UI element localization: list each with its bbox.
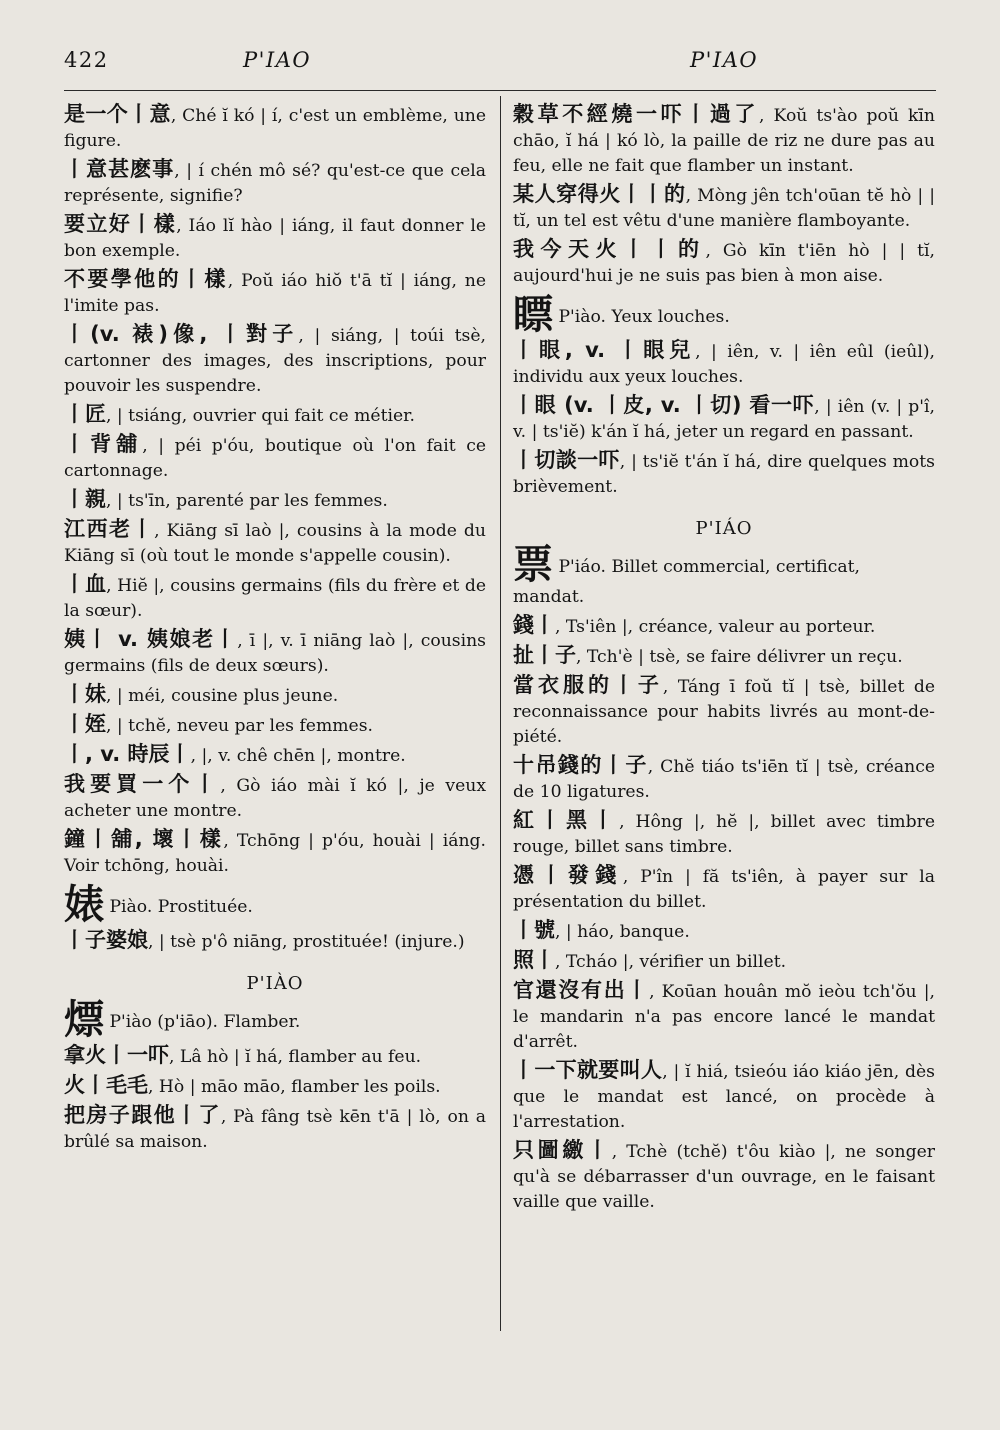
chinese-phrase: 丨子婆娘 [64, 928, 148, 952]
entry-definition: , Iáo lĭ hào | iáng, il faut donner le bon exemple. [64, 216, 486, 261]
section-heading: P'IÁO [695, 518, 753, 539]
page-number: 422 [64, 48, 109, 72]
headword-entry [64, 882, 486, 928]
entry-definition: , | péi p'óu, boutique où l'on fait ce cartonnage. [64, 436, 486, 481]
header-rule [64, 90, 936, 91]
dictionary-entry [513, 673, 935, 750]
entry-definition: , | iên, v. | iên eûl (ieûl), individu aux yeux louches. [513, 342, 935, 387]
entry-definition: , Koŭ ts'ào poŭ kīn chāo, ĭ há | kó lò, la paille de riz ne dure pas au feu, elle ne fait que flamber un instant. [513, 106, 936, 176]
entry-definition: P'iáo. Billet commercial, certificat, mandat. [513, 557, 861, 607]
chinese-phrase: 照丨 [513, 948, 555, 972]
dictionary-entry [64, 517, 486, 569]
entry-definition: , Hông |, hĕ |, billet avec timbre rouge, billet sans timbre. [513, 812, 935, 857]
entry-definition: , ī |, v. ī niāng laò |, cousins germains (fils de deux sœurs). [64, 631, 486, 676]
dictionary-entry [513, 182, 935, 234]
chinese-phrase: 丨一下就要叫人 [513, 1058, 663, 1082]
entry-definition: , | iên (v. | p'î, v. | ts'iĕ) k'án ĭ há, jeter un regard en passant. [513, 397, 935, 442]
chinese-phrase: 江西老丨 [64, 517, 155, 541]
chinese-phrase: 只圖繳丨 [513, 1138, 612, 1162]
dictionary-entry [513, 918, 935, 945]
dictionary-entry [64, 1103, 486, 1155]
entry-definition: , Mòng jên tch'oūan tĕ hò | | tĭ, un tel est vêtu d'une manière flamboyante. [513, 186, 936, 231]
dictionary-entry [513, 808, 935, 860]
entry-definition: , Lâ hò | ĭ há, flamber au feu. [169, 1047, 422, 1067]
dictionary-entry [64, 572, 486, 624]
dictionary-entry [64, 1073, 486, 1100]
right-column [513, 102, 935, 1218]
chinese-phrase: 丨, v. 時辰丨 [64, 742, 191, 766]
chinese-phrase: 十吊錢的丨子 [513, 753, 648, 777]
entry-definition: , Poŭ iáo hiŏ t'ā tĭ | iáng, ne l'imite pas. [64, 271, 487, 316]
running-head-left: P'IAO [243, 48, 312, 72]
headword-character: 婊 [64, 882, 104, 928]
chinese-phrase: 官還沒有出丨 [513, 978, 650, 1002]
chinese-phrase: 丨妹 [64, 682, 106, 706]
chinese-phrase: 丨(v. 裱)像, 丨對子 [64, 322, 299, 346]
chinese-phrase: 丨意甚麽事 [64, 157, 175, 181]
dictionary-entry [513, 1058, 935, 1135]
entry-definition: , Hiĕ |, cousins germains (fils du frère et de la sœur). [64, 576, 486, 621]
dictionary-entry [64, 432, 486, 484]
entry-definition: , | tsè p'ô niāng, prostituée! (injure.) [148, 932, 465, 952]
entry-definition: , | siáng, | toúi tsè, cartonner des images, des inscriptions, pour pouvoir les suspendre. [64, 326, 486, 396]
dictionary-entry [513, 753, 935, 805]
dictionary-entry [64, 682, 486, 709]
entry-definition: , Tchōng | p'óu, houài | iáng. Voir tchōng, houài. [64, 831, 486, 876]
entry-definition: , Chĕ tiáo ts'iēn tĭ | tsè, créance de 10 ligatures. [513, 757, 935, 802]
dictionary-entry [64, 1043, 486, 1070]
chinese-phrase: 憑丨發錢 [513, 863, 623, 887]
dictionary-entry [64, 402, 486, 429]
dictionary-entry [513, 393, 935, 445]
dictionary-entry [513, 448, 935, 500]
entry-definition: , Pà fâng tsè kēn t'ā | lò, on a brûlé sa maison. [64, 1107, 486, 1152]
headword-entry [513, 542, 935, 610]
column-divider [500, 96, 501, 1331]
headword-entry [513, 292, 935, 338]
chinese-phrase: 扯丨子 [513, 643, 576, 667]
left-column [64, 102, 486, 1158]
entry-definition: P'iào. Yeux louches. [553, 307, 730, 327]
entry-definition: , Ché ĭ kó | í, c'est un emblème, une figure. [64, 106, 487, 151]
chinese-phrase: 丨眼 (v. 丨皮, v. 丨切) 看一吓 [513, 393, 815, 417]
entry-definition: , Gò kīn t'iēn hò | | tĭ, aujourd'hui je ne suis pas bien à mon aise. [513, 241, 935, 286]
chinese-phrase: 火丨毛毛 [64, 1073, 148, 1097]
dictionary-entry [64, 322, 486, 399]
entry-definition: , | méi, cousine plus jeune. [106, 686, 339, 706]
entry-definition: , | ts'īn, parenté par les femmes. [106, 491, 388, 511]
headword-character: 熛 [64, 997, 104, 1043]
section-heading: P'IÀO [246, 973, 304, 994]
entry-definition: , Tcháo |, vérifier un billet. [555, 952, 787, 972]
chinese-phrase: 丨姪 [64, 712, 106, 736]
entry-definition: P'iào (p'iāo). Flamber. [104, 1012, 301, 1032]
chinese-phrase: 丨匠 [64, 402, 106, 426]
chinese-phrase: 丨眼, v. 丨眼兒 [513, 338, 696, 362]
chinese-phrase: 丨切談一吓 [513, 448, 620, 472]
headword-character: 票 [513, 542, 553, 588]
entry-definition: , Ts'iên |, créance, valeur au porteur. [555, 617, 876, 637]
dictionary-entry [513, 338, 935, 390]
dictionary-entry [64, 928, 486, 955]
dictionary-entry [64, 212, 486, 264]
chinese-phrase: 丨號 [513, 918, 555, 942]
dictionary-entry [64, 827, 486, 879]
chinese-phrase: 丨背舖 [64, 432, 143, 456]
entry-definition: , | ts'iĕ t'án ĭ há, dire quelques mots brièvement. [513, 452, 935, 497]
dictionary-entry [513, 863, 935, 915]
chinese-phrase: 紅丨黑丨 [513, 808, 620, 832]
chinese-phrase: 當衣服的丨子 [513, 673, 663, 697]
entry-definition: , | tsiáng, ouvrier qui fait ce métier. [106, 406, 415, 426]
chinese-phrase: 某人穿得火丨丨的 [513, 182, 686, 206]
chinese-phrase: 我今天火丨丨的 [513, 237, 706, 261]
entry-definition: , | háo, banque. [555, 922, 690, 942]
dictionary-entry [513, 613, 935, 640]
chinese-phrase: 是一个丨意 [64, 102, 171, 126]
chinese-phrase: 不要學他的丨樣 [64, 267, 228, 291]
chinese-phrase: 錢丨 [513, 613, 555, 637]
entry-definition: , Tchè (tchĕ) t'ôu kiào |, ne songer qu'à se débarrasser d'un ouvrage, en le faisant vaille que vaille. [513, 1142, 935, 1212]
entry-definition: , Koūan houân mŏ ieòu tch'ŏu |, le mandarin n'a pas encore lancé le mandat d'arrêt. [513, 982, 936, 1052]
entry-definition: , Táng ī foŭ tĭ | tsè, billet de reconnaissance pour habits livrés au mont-de-piété. [513, 677, 936, 747]
dictionary-entry [513, 978, 935, 1055]
chinese-phrase: 穀草不經燒一吓丨過了 [513, 102, 760, 126]
entry-definition: , Tch'è | tsè, se faire délivrer un reçu. [576, 647, 903, 667]
entry-definition: Piào. Prostituée. [104, 897, 253, 917]
dictionary-entry [64, 772, 486, 824]
dictionary-entry [64, 712, 486, 739]
entry-definition: , |, v. chê chēn |, montre. [190, 746, 406, 766]
entry-definition: , | í chén mô sé? qu'est-ce que cela représente, signifie? [64, 161, 487, 206]
chinese-phrase: 拿火丨一吓 [64, 1043, 169, 1067]
dictionary-entry [513, 237, 935, 289]
dictionary-entry [64, 267, 486, 319]
dictionary-entry [513, 1138, 935, 1215]
dictionary-entry [64, 487, 486, 514]
entry-definition: , Hò | māo māo, flamber les poils. [148, 1077, 441, 1097]
chinese-phrase: 要立好丨樣 [64, 212, 177, 236]
dictionary-entry [64, 157, 486, 209]
running-head-right: P'IAO [690, 48, 759, 72]
dictionary-entry [64, 742, 486, 769]
entry-definition: , P'în | fă ts'iên, à payer sur la présentation du billet. [513, 867, 935, 912]
chinese-phrase: 鐘丨舖, 壞丨樣 [64, 827, 224, 851]
entry-definition: , Kiāng sī laò |, cousins à la mode du Kiāng sī (où tout le monde s'appelle cousin). [64, 521, 486, 566]
entry-definition: , Gò iáo mài ĭ kó |, je veux acheter une montre. [64, 776, 487, 821]
chinese-phrase: 丨血 [64, 572, 107, 596]
dictionary-entry [64, 102, 486, 154]
headword-entry [64, 997, 486, 1043]
chinese-phrase: 把房子跟他丨了 [64, 1103, 221, 1127]
dictionary-entry [513, 948, 935, 975]
dictionary-entry [513, 643, 935, 670]
chinese-phrase: 姨丨 v. 姨娘老丨 [64, 627, 238, 651]
chinese-phrase: 我要買一个丨 [64, 772, 221, 796]
headword-character: 瞟 [513, 292, 553, 338]
chinese-phrase: 丨親 [64, 487, 106, 511]
dictionary-entry [64, 627, 486, 679]
entry-definition: , | ĭ hiá, tsieóu iáo kiáo jēn, dès que le mandat est lancé, on procède à l'arrestation. [513, 1062, 935, 1132]
dictionary-entry [513, 102, 935, 179]
entry-definition: , | tchĕ, neveu par les femmes. [106, 716, 374, 736]
